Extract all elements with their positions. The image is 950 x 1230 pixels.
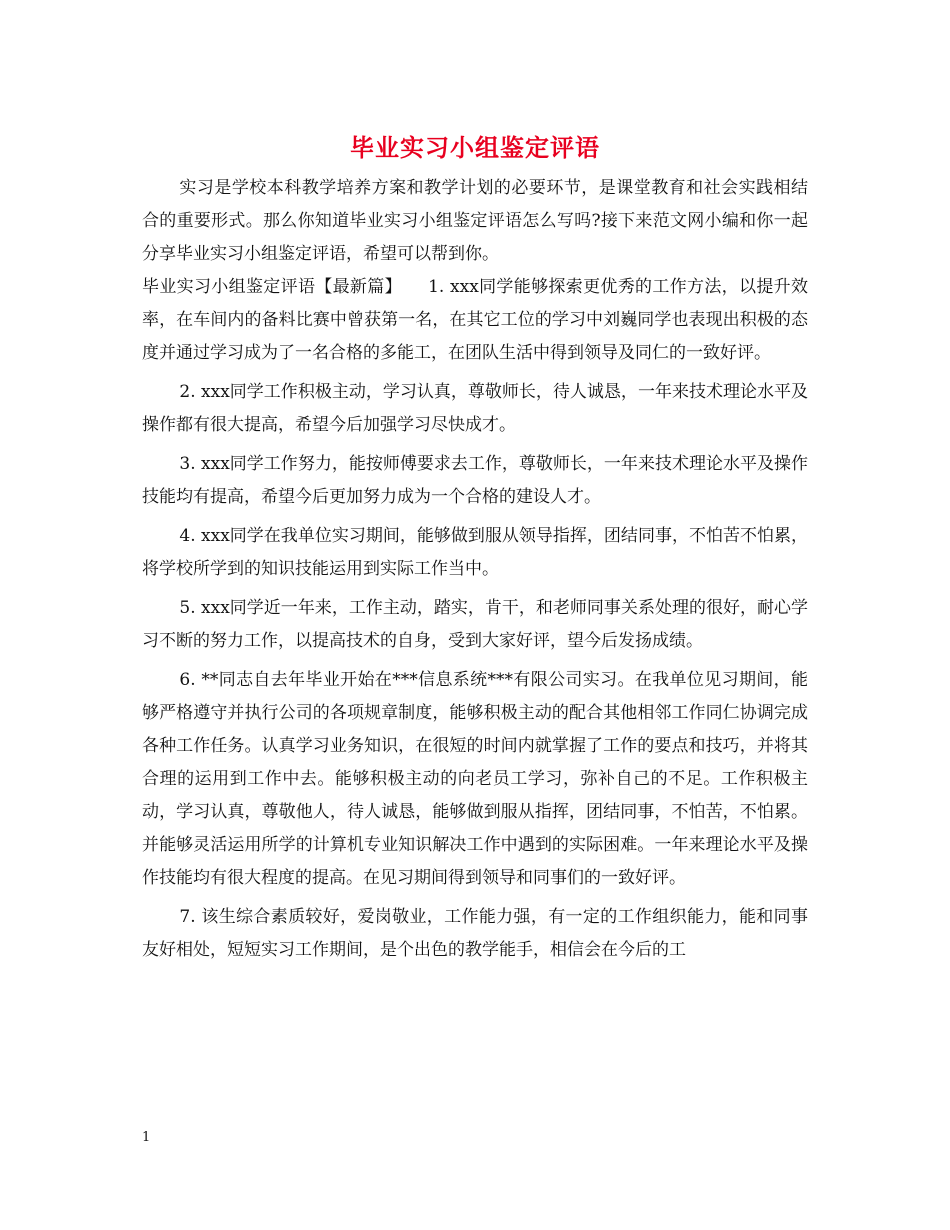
paragraph-4: 4. xxx同学在我单位实习期间，能够做到服从领导指挥，团结同事，不怕苦不怕累，将学校所学到的知识技能运用到实际工作当中。 <box>142 526 808 579</box>
document-body <box>142 172 808 967</box>
paragraph-3: 3. xxx同学工作努力，能按师傅要求去工作，尊敬师长，一年来技术理论水平及操作技能均有提高，希望今后更加努力成为一个合格的建设人才。 <box>142 454 808 507</box>
paragraph-7: 7. 该生综合素质较好，爱岗敬业，工作能力强，有一定的工作组织能力，能和同事友好相处，短短实习工作期间，是个出色的教学能手，相信会在今后的工 <box>142 907 808 960</box>
page-number: 1 <box>142 1130 151 1145</box>
paragraph-2: 2. xxx同学工作积极主动，学习认真，尊敬师长，待人诚恳，一年来技术理论水平及操作都有很大提高，希望今后加强学习尽快成才。 <box>142 382 808 435</box>
document-title: 毕业实习小组鉴定评语 <box>350 133 600 162</box>
paragraph-5: 5. xxx同学近一年来，工作主动，踏实，肯干，和老师同事关系处理的很好，耐心学习不断的努力工作，以提高技术的自身，受到大家好评，望今后发扬成绩。 <box>142 598 808 651</box>
intro-paragraph: 实习是学校本科教学培养方案和教学计划的必要环节，是课堂教育和社会实践相结合的重要形式。那么你知道毕业实习小组鉴定评语怎么写吗?接下来范文网小编和你一起分享毕业实习小组鉴定评语，希望可以帮到你。 <box>142 178 808 264</box>
paragraph-6: 6. **同志自去年毕业开始在***信息系统***有限公司实习。在我单位见习期间，能够严格遵守并执行公司的各项规章制度，能够积极主动的配合其他相邻工作同仁协调完成各种工作任务。认真学习业务知识，在很短的时间内就掌握了工作的要点和技巧，并将其合理的运用到工作中去。能够积极主动的向老员工学习，弥补自己的不足。工作积极主动，学习认真，尊敬他人，待人诚恳，能够做到服从指挥，团结同事，不怕苦，不怕累。并能够灵活运用所学的计算机专业知识解决工作中遇到的实际困难。一年来理论水平及操作技能均有很大程度的提高。在见习期间得到领导和同事们的一致好评。 <box>142 670 808 888</box>
paragraph-1: 毕业实习小组鉴定评语【最新篇】 1. xxx同学能够探索更优秀的工作方法，以提升效率，在车间内的备料比赛中曾获第一名，在其它工位的学习中刘巍同学也表现出积极的态度并通过学习成为了一名合格的多能工，在团队生活中得到领导及同仁的一致好评。 <box>142 277 808 363</box>
